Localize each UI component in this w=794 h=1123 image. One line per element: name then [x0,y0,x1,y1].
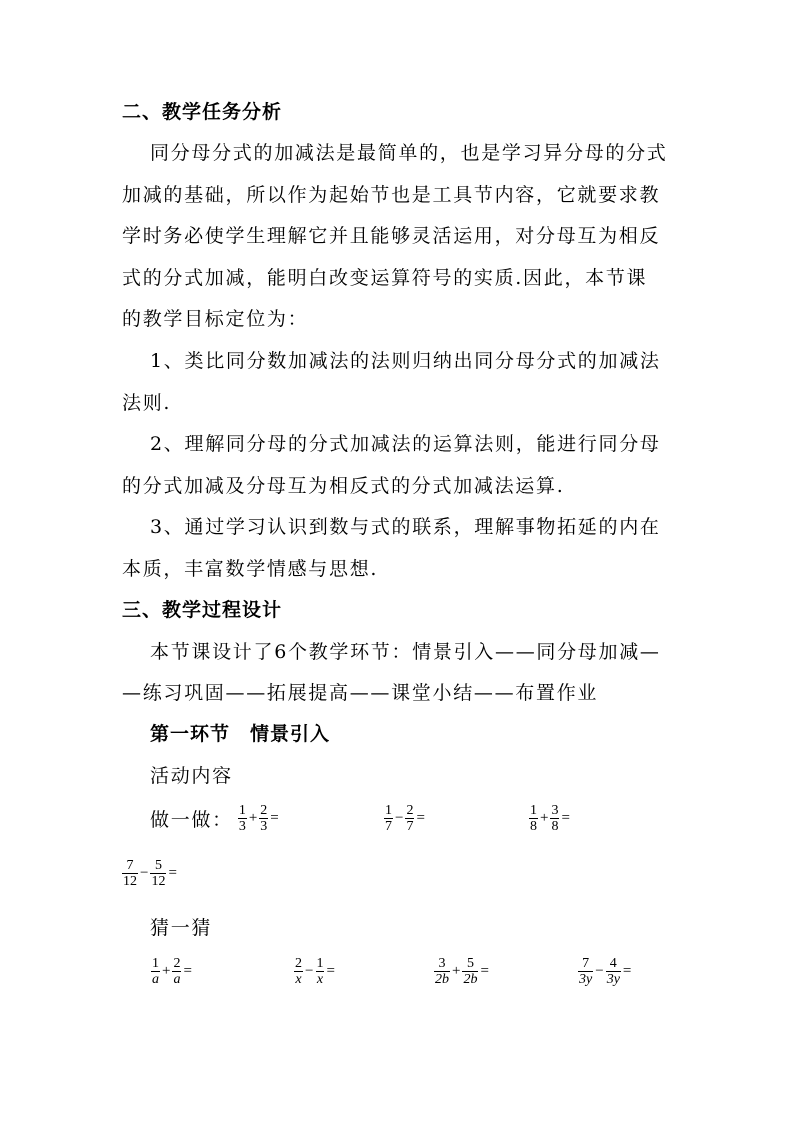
step1-title: 第一环节 情景引入 [150,723,331,745]
fraction: $\frac{7}{3y}$ [579,956,593,987]
fraction: $\frac{4}{3y}$ [606,956,620,987]
fraction: $\frac{2}{7}$ [406,803,414,834]
fraction: $\frac{2}{3}$ [260,803,268,834]
goal2-line2: 的分式加减及分母互为相反式的分式加减法运算. [122,475,565,497]
section2-heading: 二、教学任务分析 [122,101,283,123]
guess-expr-3: $\frac{3}{2b}$ + $\frac{5}{2b}$ = [435,956,489,987]
guess-expr-1: $\frac{1}{a}$ + $\frac{2}{a}$ = [152,956,192,987]
fraction: $\frac{1}{7}$ [385,803,392,834]
para1-line4: 式的分式加减，能明白改变运算符号的实质.因此，本节课 [122,267,648,289]
fraction: $\frac{5}{2b}$ [463,956,478,987]
section3-heading: 三、教学过程设计 [122,599,283,621]
fraction: $\frac{1}{x}$ [316,956,324,987]
try-expr-2: $\frac{1}{7}$ − $\frac{2}{7}$ = [385,803,425,834]
try-expr-4: $\frac{7}{12}$ − $\frac{5}{12}$ = [123,858,177,889]
fraction: $\frac{1}{8}$ [530,803,537,834]
goal3-line2: 本质，丰富数学情感与思想. [122,558,379,580]
fraction: $\frac{3}{8}$ [551,803,559,834]
para1-line3: 学时务必使学生理解它并且能够灵活运用，对分母互为相反 [122,225,661,247]
fraction: $\frac{3}{2b}$ [435,956,449,987]
try-expr-3: $\frac{1}{8}$ + $\frac{3}{8}$ = [530,803,570,834]
para1-line1: 同分母分式的加减法是最简单的，也是学习异分母的分式 [150,142,668,164]
guess-expr-4: $\frac{7}{3y}$ − $\frac{4}{3y}$ = [579,956,632,987]
para1-line5: 的教学目标定位为： [122,308,309,330]
guess-label: 猜一猜 [150,917,213,939]
guess-expr-2: $\frac{2}{x}$ − $\frac{1}{x}$ = [295,956,335,987]
para1-line2: 加减的基础，所以作为起始节也是工具节内容，它就要求教 [122,184,661,206]
goal1-line1: 1、类比同分数加减法的法则归纳出同分母分式的加减法 [150,350,661,372]
fraction: $\frac{5}{12}$ [151,858,166,889]
intro-line1: 本节课设计了6个教学环节：情景引入——同分母加减— [150,641,661,663]
goal3-line1: 3、通过学习认识到数与式的联系，理解事物拓延的内在 [150,516,661,538]
fraction: $\frac{2}{x}$ [295,956,302,987]
fraction: $\frac{2}{a}$ [173,956,181,987]
fraction: $\frac{1}{3}$ [238,803,246,834]
try-label: 做一做： [150,809,233,831]
intro-line2: —练习巩固——拓展提高——课堂小结——布置作业 [122,682,599,704]
try-expr-1: 做一做： $\frac{1}{3}$ + $\frac{2}{3}$ = [150,803,279,834]
activity-label: 活动内容 [150,765,233,787]
goal1-line2: 法则. [122,392,172,414]
goal2-line1: 2、理解同分母的分式加减法的运算法则，能进行同分母 [150,433,661,455]
fraction: $\frac{7}{12}$ [123,858,137,889]
fraction: $\frac{1}{a}$ [152,956,159,987]
